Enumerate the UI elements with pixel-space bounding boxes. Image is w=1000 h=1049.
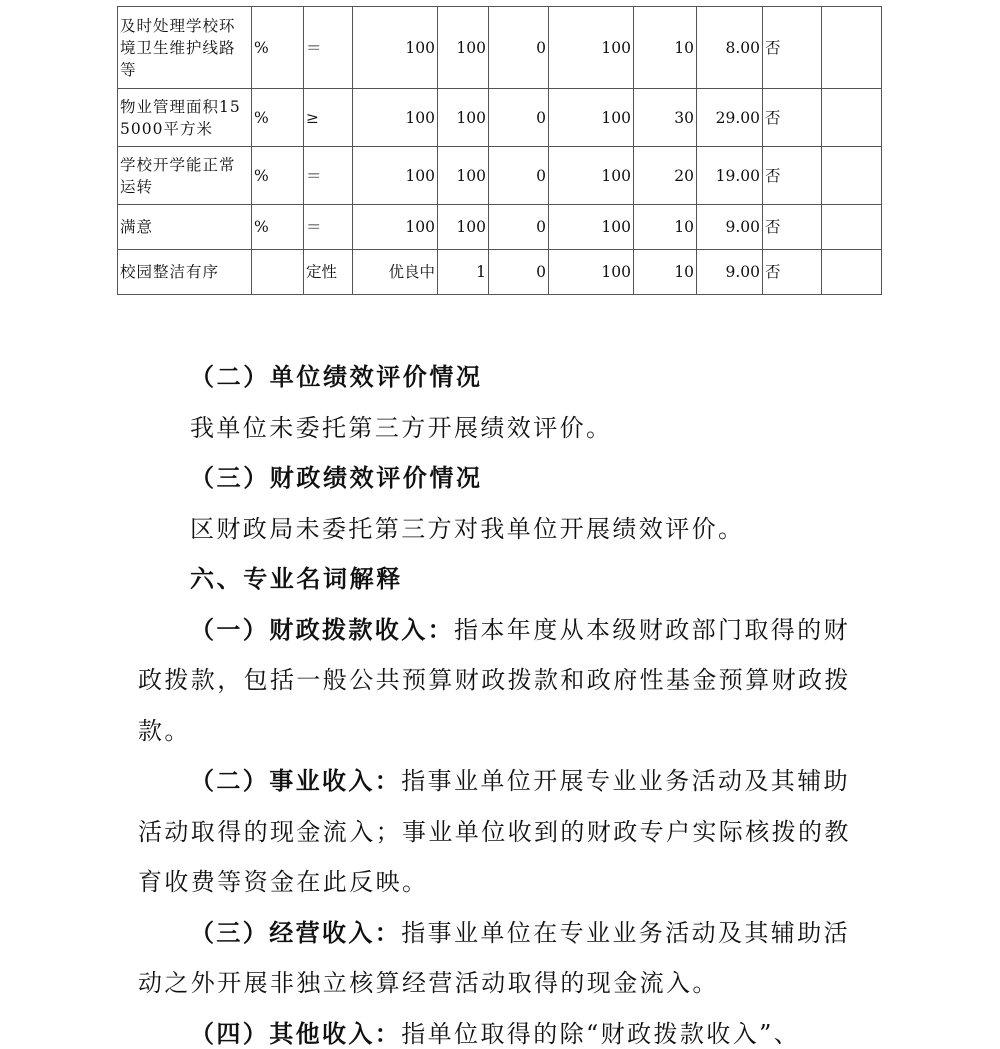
term1-text-1: 指本年度从本级财政部门取得的财 xyxy=(454,616,850,644)
unit-eval-text: 我单位未委托第三方开展绩效评价。 xyxy=(190,414,613,442)
weight-cell: 10 xyxy=(634,7,697,89)
value1-cell: 0 xyxy=(489,7,549,89)
value2-cell: 100 xyxy=(549,89,634,147)
operator-cell: ≥ xyxy=(304,89,353,147)
note-cell xyxy=(822,250,882,295)
term3-label: （三）经营收入： xyxy=(190,918,402,947)
weight-cell: 10 xyxy=(634,205,697,250)
actual-cell: 100 xyxy=(438,89,489,147)
fiscal-eval-heading: （三）财政绩效评价情况 xyxy=(190,463,483,492)
term1-line3: 款。 xyxy=(138,717,191,745)
unit-cell: % xyxy=(252,7,304,89)
note-cell xyxy=(822,147,882,205)
note-cell xyxy=(822,205,882,250)
score-cell: 19.00 xyxy=(697,147,763,205)
term4-label: （四）其他收入： xyxy=(190,1019,402,1048)
table-row xyxy=(118,89,882,147)
term2-text-1: 指事业单位开展专业业务活动及其辅助 xyxy=(401,767,851,795)
value1-cell: 0 xyxy=(489,205,549,250)
actual-cell: 100 xyxy=(438,7,489,89)
unit-cell: % xyxy=(252,89,304,147)
indicator-name-cell: 学校开学能正常运转 xyxy=(118,147,252,205)
flag-cell: 否 xyxy=(763,7,822,89)
note-cell xyxy=(822,7,882,89)
unit-cell: % xyxy=(252,205,304,250)
operator-cell: ＝ xyxy=(304,205,353,250)
value1-cell: 0 xyxy=(489,89,549,147)
target-cell: 100 xyxy=(353,205,438,250)
term3-line1 xyxy=(190,918,850,948)
value2-cell: 100 xyxy=(549,250,634,295)
term1-label: （一）财政拨款收入： xyxy=(190,615,454,644)
operator-cell: ＝ xyxy=(304,147,353,205)
unit-eval-heading: （二）单位绩效评价情况 xyxy=(190,362,483,391)
operator-cell: ＝ xyxy=(304,7,353,89)
target-cell: 100 xyxy=(353,147,438,205)
term3-line2: 动之外开展非独立核算经营活动取得的现金流入。 xyxy=(138,969,719,997)
score-cell: 8.00 xyxy=(697,7,763,89)
target-cell: 100 xyxy=(353,7,438,89)
value2-cell: 100 xyxy=(549,7,634,89)
unit-cell: % xyxy=(252,147,304,205)
value2-cell: 100 xyxy=(549,147,634,205)
actual-cell: 100 xyxy=(438,147,489,205)
term4-text-1: 指单位取得的除“财政拨款收入”、 xyxy=(401,1020,801,1048)
indicator-name-cell: 及时处理学校环境卫生维护线路等 xyxy=(118,7,252,89)
value1-cell: 0 xyxy=(489,250,549,295)
value2-cell: 100 xyxy=(549,205,634,250)
weight-cell: 30 xyxy=(634,89,697,147)
fiscal-eval-text: 区财政局未委托第三方对我单位开展绩效评价。 xyxy=(190,515,745,543)
weight-cell: 10 xyxy=(634,250,697,295)
indicator-name-cell: 物业管理面积155000平方米 xyxy=(118,89,252,147)
flag-cell: 否 xyxy=(763,205,822,250)
flag-cell: 否 xyxy=(763,250,822,295)
actual-cell: 1 xyxy=(438,250,489,295)
table-row xyxy=(118,250,882,295)
unit-cell xyxy=(252,250,304,295)
flag-cell: 否 xyxy=(763,147,822,205)
glossary-heading: 六、专业名词解释 xyxy=(190,564,403,593)
performance-indicator-table xyxy=(117,6,882,295)
note-cell xyxy=(822,89,882,147)
table-body xyxy=(118,7,882,295)
term3-text-1: 指事业单位在专业业务活动及其辅助活 xyxy=(401,919,851,947)
term1-line1 xyxy=(190,615,850,645)
score-cell: 9.00 xyxy=(697,250,763,295)
score-cell: 9.00 xyxy=(697,205,763,250)
value1-cell: 0 xyxy=(489,147,549,205)
score-cell: 29.00 xyxy=(697,89,763,147)
weight-cell: 20 xyxy=(634,147,697,205)
table-row xyxy=(118,147,882,205)
term2-label: （二）事业收入： xyxy=(190,766,402,795)
actual-cell: 100 xyxy=(438,205,489,250)
term1-line2: 政拨款，包括一般公共预算财政拨款和政府性基金预算财政拨 xyxy=(138,666,851,694)
term4-line1 xyxy=(190,1019,800,1049)
target-cell: 优良中 xyxy=(353,250,438,295)
term2-line2: 活动取得的现金流入；事业单位收到的财政专户实际核拨的教 xyxy=(138,818,851,846)
indicator-name-cell: 校园整洁有序 xyxy=(118,250,252,295)
table-row xyxy=(118,205,882,250)
indicator-name-cell: 满意 xyxy=(118,205,252,250)
term2-line3: 育收费等资金在此反映。 xyxy=(138,868,429,896)
target-cell: 100 xyxy=(353,89,438,147)
term2-line1 xyxy=(190,766,850,796)
operator-cell: 定性 xyxy=(304,250,353,295)
flag-cell: 否 xyxy=(763,89,822,147)
table-row xyxy=(118,7,882,89)
